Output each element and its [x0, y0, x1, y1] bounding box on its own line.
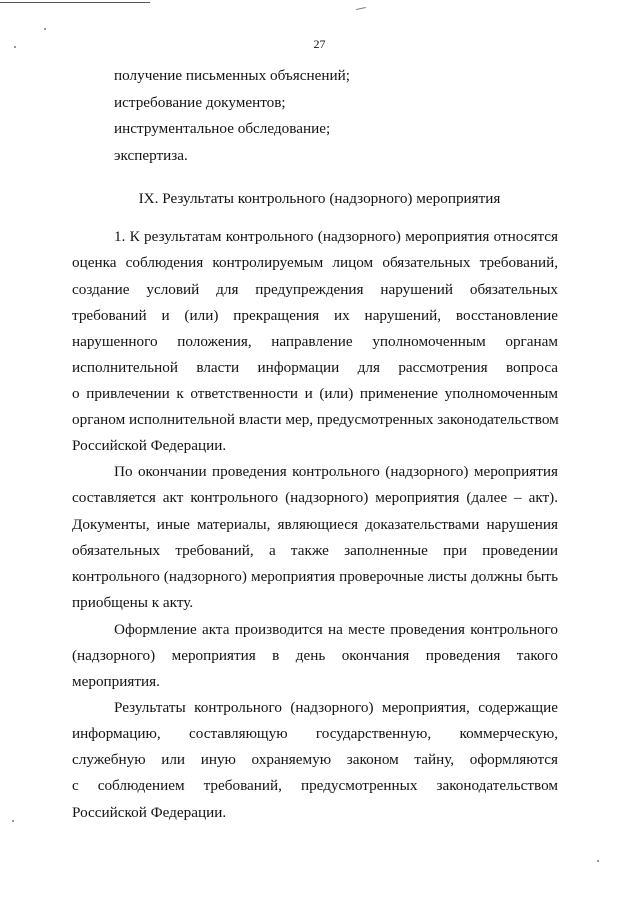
paragraph-line: Документы, иные материалы, являющиеся доказательствами нарушения	[72, 516, 558, 533]
scan-artifact-mark	[356, 7, 366, 12]
paragraph-line: с соблюдением требований, предусмотренных законодательством	[72, 777, 558, 794]
paragraph-line: 1. К результатам контрольного (надзорного) мероприятия относятся	[114, 228, 558, 245]
list-item: инструментальное обследование;	[114, 120, 331, 137]
paragraph-line: обязательных требований, а также заполненные при проведении	[72, 542, 558, 559]
paragraph-line: требований и (или) прекращения их нарушений, восстановление	[72, 307, 558, 324]
paragraph-line: составляется акт контрольного (надзорного) мероприятия (далее – акт).	[72, 489, 558, 506]
scan-artifact-dot	[597, 860, 599, 862]
paragraph-line: создание условий для предупреждения нарушений обязательных	[72, 281, 558, 298]
scan-artifact-dot	[12, 820, 14, 822]
paragraph-line: контрольного (надзорного) мероприятия проверочные листы должны быть	[72, 568, 558, 585]
scan-artifact-line	[0, 2, 150, 3]
list-item: экспертиза.	[114, 147, 188, 164]
list-item: истребование документов;	[114, 94, 286, 111]
paragraph-line: приобщены к акту.	[72, 594, 194, 611]
paragraph-line: Российской Федерации.	[72, 437, 227, 454]
paragraph-line: По окончании проведения контрольного (надзорного) мероприятия	[114, 463, 558, 480]
scan-artifact-dot	[44, 28, 46, 30]
list-item: получение письменных объяснений;	[114, 67, 350, 84]
paragraph-line: оценка соблюдения контролируемым лицом обязательных требований,	[72, 254, 558, 271]
paragraph-line: (надзорного) мероприятия в день окончания проведения такого	[72, 647, 558, 664]
paragraph-line: органом исполнительной власти мер, предусмотренных законодательством	[72, 411, 559, 428]
paragraph-line: нарушенного положения, направление уполномоченным органам	[72, 333, 558, 350]
paragraph-line: мероприятия.	[72, 673, 160, 690]
paragraph-line: информацию, составляющую государственную, коммерческую,	[72, 725, 558, 742]
paragraph-line: Результаты контрольного (надзорного) мероприятия, содержащие	[114, 699, 558, 716]
paragraph-line: Оформление акта производится на месте проведения контрольного	[114, 621, 558, 638]
paragraph-line: Российской Федерации.	[72, 804, 227, 821]
page-number: 27	[313, 37, 326, 51]
paragraph-line: служебную или иную охраняемую законом тайну, оформляются	[72, 751, 558, 768]
paragraph-line: о привлечении к ответственности и (или) применение уполномоченным	[72, 385, 558, 402]
section-heading: IX. Результаты контрольного (надзорного) мероприятия	[138, 190, 501, 207]
paragraph-line: исполнительной власти информации для рассмотрения вопроса	[72, 359, 558, 376]
